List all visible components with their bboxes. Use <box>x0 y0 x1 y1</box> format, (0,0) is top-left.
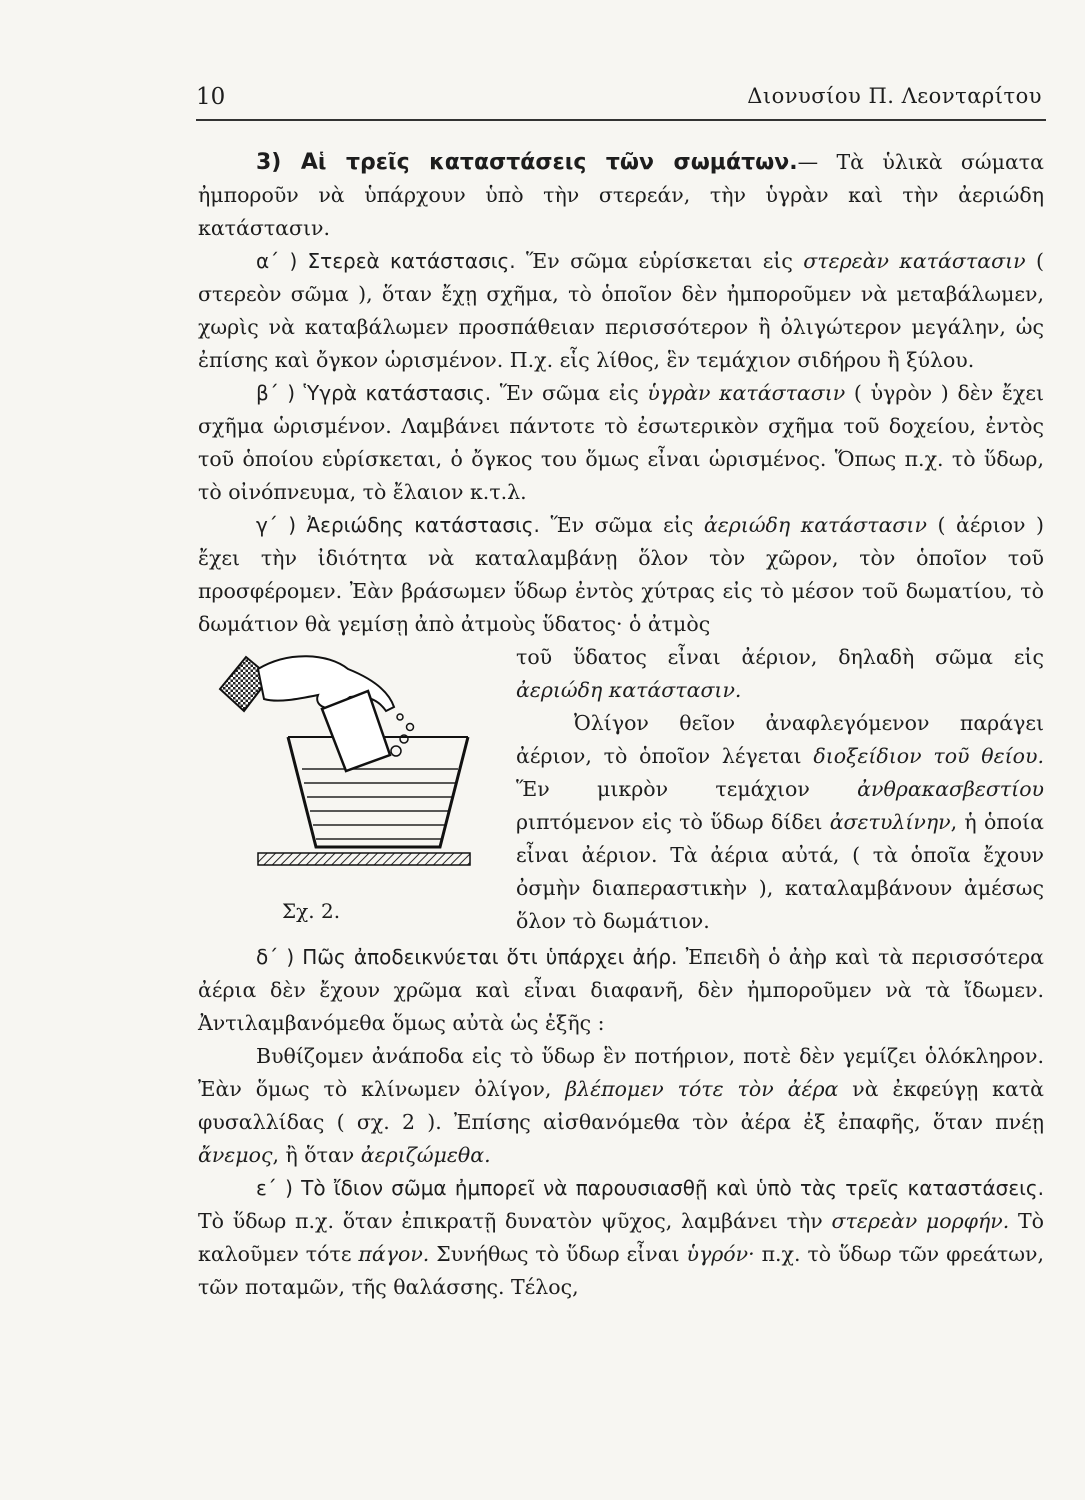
same-text-1: Τὸ ὕδωρ π.χ. ὅταν ἐπικρατῇ δυνατὸν ψῦχος, λαμβάνει τὴν <box>198 1209 832 1233</box>
proof-term-1: βλέπομεν τότε τὸν ἀέρα <box>565 1077 839 1101</box>
hand-glass-in-water-illustration <box>218 647 478 887</box>
solid-text-2: ( στερεὸν σῶμα ), ὅταν ἔχῃ σχῆμα, τὸ ὁποῖον δὲν ἠμποροῦμεν νὰ μεταβάλωμεν, χωρὶς νὰ καταβάλωμεν προσπάθειαν περισσότερον ἢ ὀλιγώτερον μεγάλην, ὡς ἐπίσης καὶ ὄγκον ὡρισμένον. Π.χ. εἷς λίθος, ἓν τεμάχιον σιδήρου ἢ ξύλου. <box>198 249 1045 372</box>
same-text-4: π.χ. τὸ ὕδωρ τῶν φρεάτων, τῶν ποταμῶν, τῆς θαλάσσης. Τέλος, <box>198 1242 1044 1299</box>
ice-term: πάγον. <box>358 1242 430 1266</box>
hand-icon <box>258 656 394 711</box>
liquid-text-2: ( ὑγρὸν ) δὲν ἔχει σχῆμα ὡρισμένον. Λαμβάνει πάντοτε τὸ ἐσωτερικὸν σχῆμα τοῦ δοχείου, ἐντὸς τοῦ ὁποίου εὑρίσκεται, ὁ ὄγκος του ὅμως εἶναι ὡρισμένος. Ὅπως π.χ. τὸ ὕδωρ, τὸ οἰνόπνευμα, τὸ ἔλαιον κ.τ.λ. <box>198 381 1044 504</box>
gas-example-text-4: , ἡ ὁποία εἶναι ἀέριον. Τὰ ἀέρια αὐτά, ( τὰ ὁποῖα ἔχουν ὀσμὴν διαπεραστικὴν ), καταλαμβάνουν ἀμέσως ὅλον τὸ δωμάτιον. <box>516 810 1044 933</box>
three-states-label: ε´ ) Τὸ ἴδιον σῶμα ἠμπορεῖ νὰ παρουσιασθῇ καὶ ὑπὸ τὰς τρεῖς καταστάσεις. <box>256 1176 1044 1200</box>
gas-state-paragraph <box>198 509 1044 641</box>
solid-term: στερεὰν κατάστασιν <box>803 249 1026 273</box>
gas-term: ἀεριώδη κατάστασιν <box>703 513 927 537</box>
gas-text-2: ( ἀέριον ) ἔχει τὴν ἰδιότητα νὰ καταλαμβάνῃ ὅλον τὸν χῶρον, τὸν ὁποῖον τοῦ προσφέρομεν. Ἐὰν βράσωμεν ὕδωρ ἐντὸς χύτρας εἰς τὸ μέσον τοῦ δωματίου, τὸ δωμάτιον θὰ γεμίσῃ ἀπὸ ἀτμοὺς ὕδατος· ὁ ἀτμὸς <box>198 513 1044 636</box>
gas-continuation <box>516 641 1044 707</box>
calcium-carbide-term: ἀνθρακασβεστίου <box>857 777 1044 801</box>
base-plate-icon <box>258 853 470 865</box>
same-text-2: Τὸ καλοῦμεν τότε <box>198 1209 1045 1266</box>
header-rule <box>196 119 1046 121</box>
solid-state-label: α´ ) Στερεὰ κατάστασις. <box>256 249 516 273</box>
gas-term-2: ἀεριώδη κατάστασιν. <box>516 678 742 702</box>
liquid-text-1: Ἕν σῶμα εἰς <box>491 381 648 405</box>
figure-side-text <box>516 641 1044 938</box>
gas-example-text-3: ριπτόμενον εἰς τὸ ὕδωρ δίδει <box>516 810 830 834</box>
section-intro-text: — Τὰ ὑλικὰ σώματα ἠμποροῦν νὰ ὑπάρχουν ὑπὸ τὴν στερεάν, τὴν ὑγρὰν καὶ τὴν ἀεριώδη κατάστασιν. <box>198 150 1044 240</box>
proof-text-2: Βυθίζομεν ἀνάποδα εἰς τὸ ὕδωρ ἓν ποτήριον, ποτὲ δὲν γεμίζει ὁλόκληρον. Ἐὰν ὅμως τὸ κλίνωμεν ὀλίγον, <box>198 1044 1044 1101</box>
air-bubbles-icon <box>391 714 414 756</box>
sulfur-dioxide-term: διοξείδιον τοῦ θείου. <box>813 744 1044 768</box>
same-text-3: Συνήθως τὸ ὕδωρ εἶναι <box>429 1242 687 1266</box>
figure-caption: Σχ. 2. <box>282 899 341 923</box>
liquid-term-2: ὑγρόν· <box>686 1242 755 1266</box>
running-head: Διονυσίου Π. Λεονταρίτου <box>747 84 1042 108</box>
gas-text-3: τοῦ ὕδατος εἶναι ἀέριον, δηλαδὴ σῶμα εἰς <box>516 645 1044 669</box>
gas-state-label: γ´ ) Ἀεριώδης κατάστασις. <box>256 513 540 537</box>
section-intro-paragraph <box>198 146 1044 245</box>
liquid-term: ὑγρὰν κατάστασιν <box>647 381 846 405</box>
figure-row <box>198 641 1044 941</box>
solid-form-term: στερεὰν μορφήν. <box>831 1209 1010 1233</box>
three-states-paragraph <box>198 1172 1044 1304</box>
liquid-state-label: β´ ) Ὑγρὰ κατάστασις. <box>256 381 492 405</box>
proof-text-4: , ἢ ὅταν <box>272 1143 361 1167</box>
gas-example-text-1: Ὀλίγον θεῖον ἀναφλεγόμενον παράγει ἀέριον, τὸ ὁποῖον λέγεται <box>516 711 1044 768</box>
page-body <box>198 146 1044 1304</box>
gas-text-1: Ἕν σῶμα εἰς <box>539 513 704 537</box>
gas-examples-paragraph <box>516 707 1044 938</box>
solid-text-1: Ἕν σῶμα εὑρίσκεται εἰς <box>515 249 804 273</box>
acetylene-term: ἀσετυλίνην <box>829 810 951 834</box>
solid-state-paragraph <box>198 245 1044 377</box>
section-title: 3) Αἱ τρεῖς καταστάσεις τῶν σωμάτων. <box>256 150 798 175</box>
water-lines-icon <box>302 769 458 839</box>
liquid-state-paragraph <box>198 377 1044 509</box>
proof-term-3: ἀεριζώμεθα. <box>360 1143 491 1167</box>
air-proof-experiment <box>198 1040 1044 1172</box>
page-header <box>196 78 1046 118</box>
air-proof-paragraph <box>198 941 1044 1040</box>
proof-text-3: νὰ ἐκφεύγῃ κατὰ φυσαλλίδας ( σχ. 2 ). Ἐπίσης αἰσθανόμεθα τὸν ἀέρα ἐξ ἐπαφῆς, ὅταν πνέῃ <box>198 1077 1045 1134</box>
air-proof-label: δ´ ) Πῶς ἀποδεικνύεται ὅτι ὑπάρχει ἀήρ. <box>256 945 678 969</box>
proof-term-2: ἄνεμος <box>198 1143 273 1167</box>
proof-text-1: Ἐπειδὴ ὁ ἀὴρ καὶ τὰ περισσότερα ἀέρια δὲν ἔχουν χρῶμα καὶ εἶναι διαφανῆ, δὲν ἠμποροῦμεν νὰ τὰ ἴδωμεν. Ἀντιλαμβανόμεθα ὅμως αὐτὰ ὡς ἑξῆς : <box>198 945 1044 1035</box>
figure-2 <box>198 645 498 941</box>
gas-example-text-2: Ἕν μικρὸν τεμάχιον <box>516 777 858 801</box>
page-number: 10 <box>196 84 226 110</box>
